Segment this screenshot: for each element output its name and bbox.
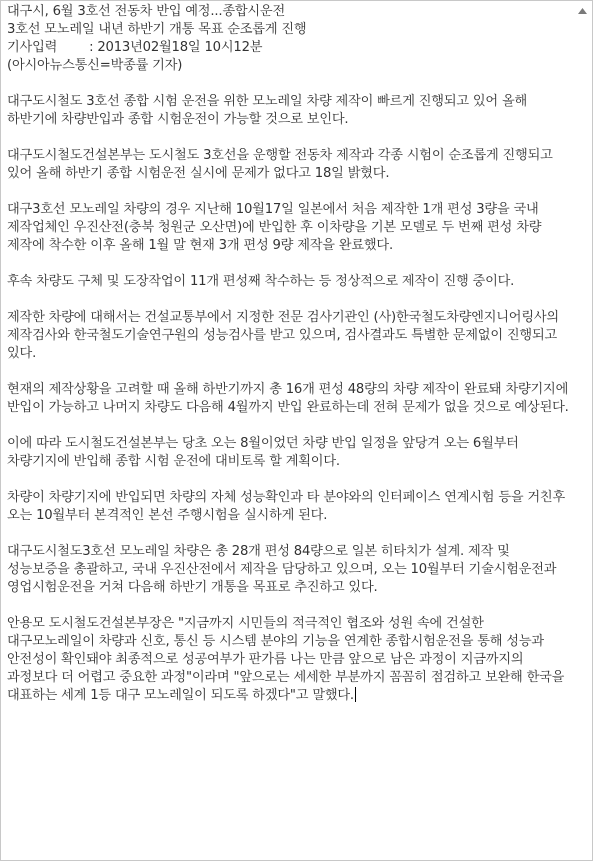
- article-paragraph: 후속 차량도 구체 및 도장작업이 11개 편성째 착수하는 등 정상적으로 제작이 진행 중이다.: [7, 274, 515, 289]
- article-subheadline: 3호선 모노레일 내년 하반기 개통 목표 순조롭게 진행: [7, 22, 307, 37]
- article-paragraph: 차량이 차량기지에 반입되면 차량의 자체 성능확인과 타 분야와의 인터페이스 연계시험 등을 거친후 오는 10월부터 본격적인 본선 주행시험을 실시하게 된다.: [7, 490, 566, 523]
- article-body: [7, 93, 573, 705]
- article-headline: 대구시, 6월 3호선 전동차 반입 예정...종합시운전: [7, 4, 286, 19]
- article-paragraph: 이에 따라 도시철도건설본부는 당초 오는 8월이었던 차량 반입 일정을 앞당겨 오는 6월부터 차량기지에 반입해 종합 시험 운전에 대비토록 할 계획이다.: [7, 436, 519, 469]
- article-text-area[interactable]: [7, 3, 573, 858]
- article-paragraph-text: 안용모 도시철도건설본부장은 "지금까지 시민들의 적극적인 협조와 성원 속에 건설한 대구모노레일이 차량과 신호, 통신 등 시스템 분야의 기능을 연계한 종합시험운전을 통해 성능과 안전성이 확인돼야 최종적으로 성공여부가 판가름 나는 만큼 앞으로 남은 과정이 지금까지의 과정보다 더 어렵고 중요한 과정"이라며 "앞으로는 세세한 부분까지 꼼꼼히 점검하고 보완해 한국을 대표하는 세계 1등 대구 모노레일이 되도록 하겠다"고 말했다.: [7, 616, 565, 703]
- article-paragraph: 대구3호선 모노레일 차량의 경우 지난해 10월17일 일본에서 처음 제작한 1개 편성 3량을 국내 제작업체인 우진산전(충북 청원군 오산면)에 반입한 후 이차량을 기본 모델로 두 번째 편성 차량 제작에 착수한 이후 올해 1월 말 현재 3개 편성 9량 제작을 완료했다.: [7, 202, 542, 253]
- scroll-up-button[interactable]: [574, 3, 590, 19]
- article-source: (아시아뉴스통신=박종률 기자): [7, 58, 183, 73]
- article-paragraph: 대구도시철도3호선 모노레일 차량은 총 28개 편성 84량으로 일본 히타치가 설계. 제작 및 성능보증을 총괄하고, 국내 우진산전에서 제작을 담당하고 있으며, 오는 10월부터 기술시험운전과 영업시험운전을 거쳐 다음해 하반기 개통을 목표로 추진하고 있다.: [7, 544, 557, 595]
- article-paragraph: 제작한 차량에 대해서는 건설교통부에서 지정한 전문 검사기관인 (사)한국철도차량엔지니어링사의 제작검사와 한국철도기술연구원의 성능검사를 받고 있으며, 검사결과도 특별한 문제없이 진행되고 있다.: [7, 310, 559, 361]
- text-cursor: [355, 687, 356, 702]
- article-header: [7, 3, 573, 75]
- article-paragraph: 대구도시철도건설본부는 도시철도 3호선을 운행할 전동차 제작과 각종 시험이 순조롭게 진행되고 있어 올해 하반기 종합 시험운전 실시에 문제가 없다고 18일 밝혔다.: [7, 148, 553, 181]
- article-paragraph: 대구도시철도 3호선 종합 시험 운전을 위한 모노레일 차량 제작이 빠르게 진행되고 있어 올해 하반기에 차량반입과 종합 시험운전이 가능할 것으로 보인다.: [7, 94, 528, 127]
- article-paragraph: 현재의 제작상황을 고려할 때 올해 하반기까지 총 16개 편성 48량의 차량 제작이 완료돼 차량기지에 반입이 가능하고 나머지 차량도 다음해 4월까지 반입 완료하는데 전혀 문제가 없을 것으로 예상된다.: [7, 382, 569, 415]
- chevron-up-icon: [578, 8, 587, 14]
- article-paragraph-last: [7, 615, 573, 705]
- article-datetime: 기사입력 : 2013년02월18일 10시12분: [7, 40, 263, 55]
